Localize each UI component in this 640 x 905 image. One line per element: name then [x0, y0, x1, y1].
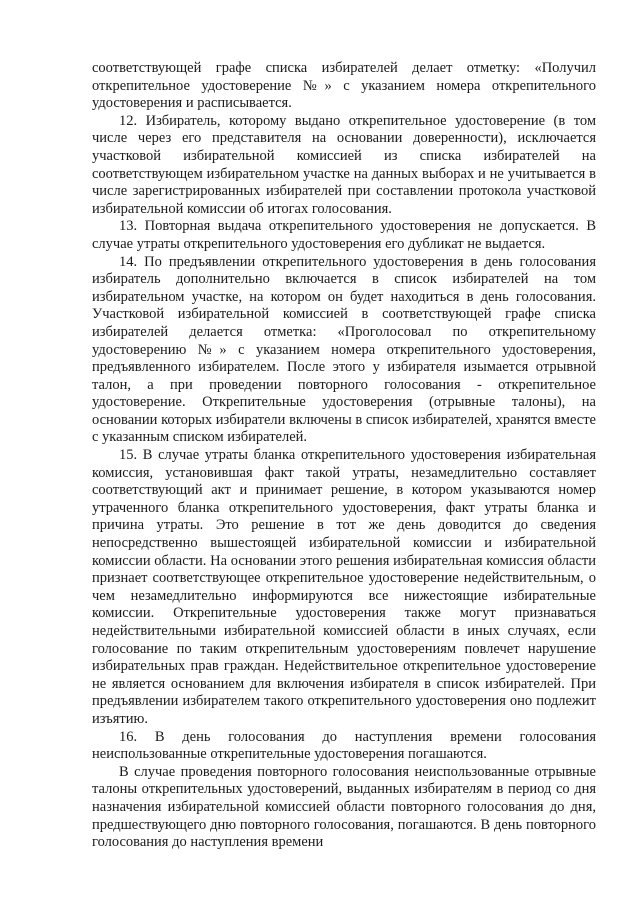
- paragraph-16: 16. В день голосования до наступления времени голосования неиспользованные открепительные удостоверения погашаются.: [92, 728, 596, 763]
- paragraph-14: 14. По предъявлении открепительного удостоверения в день голосования избиратель дополнительно включается в список избирателей на том избирательном участке, на котором он будет находиться в день голосования. Участковой избирательной комиссией в соответствующей графе списка избирателей делается отметка: «Проголосовал по открепительному удостоверению №» с указанием номера открепительного удостоверения, предъявленного избирателем. После этого у избирателя изымается отрывной талон, а при проведении повторного голосования - открепительное удостоверение. Открепительные удостоверения (отрывные талоны), на основании которых избиратели включены в список избирателей, хранятся вместе с указанным списком избирателей.: [92, 253, 596, 446]
- paragraph-continuation: соответствующей графе списка избирателей делает отметку: «Получил открепительное удостоверение №» с указанием номера открепительного удостоверения и расписывается.: [92, 60, 596, 112]
- document-page: [92, 60, 596, 852]
- paragraph-15: 15. В случае утраты бланка открепительного удостоверения избирательная комиссия, установившая факт такой утраты, незамедлительно составляет соответствующий акт и принимает решение, в котором указываются номер утраченного бланка открепительного удостоверения, факт утраты бланка и причина утраты. Это решение в тот же день доводится до сведения непосредственно вышестоящей избирательной комиссии и избирательной комиссии области. На основании этого решения избирательная комиссия области признает соответствующее открепительное удостоверение недействительным, о чем незамедлительно информируются все нижестоящие избирательные комиссии. Открепительные удостоверения также могут признаваться недействительными избирательной комиссией области в иных случаях, если голосование по таким открепительным удостоверениям повлечет нарушение избирательных прав граждан. Недействительное открепительное удостоверение не является основанием для включения избирателя в список избирателей. При предъявлении избирателем такого открепительного удостоверения оно подлежит изъятию.: [92, 447, 596, 727]
- paragraph-12: 12. Избиратель, которому выдано открепительное удостоверение (в том числе через его представителя на основании доверенности), исключается участковой избирательной комиссией из списка избирателей на соответствующем избирательном участке на данных выборах и не учитывается в числе зарегистрированных избирателей при составлении протокола участковой избирательной комиссии об итогах голосования.: [92, 112, 596, 217]
- paragraph-16-repeat-voting: В случае проведения повторного голосования неиспользованные отрывные талоны открепительных удостоверений, выданных избирателям в период со дня назначения избирательной комиссией области повторного голосования до дня, предшествующего дню повторного голосования, погашаются. В день повторного голосования до наступления времени: [92, 763, 596, 851]
- paragraph-13: 13. Повторная выдача открепительного удостоверения не допускается. В случае утраты открепительного удостоверения его дубликат не выдается.: [92, 218, 596, 252]
